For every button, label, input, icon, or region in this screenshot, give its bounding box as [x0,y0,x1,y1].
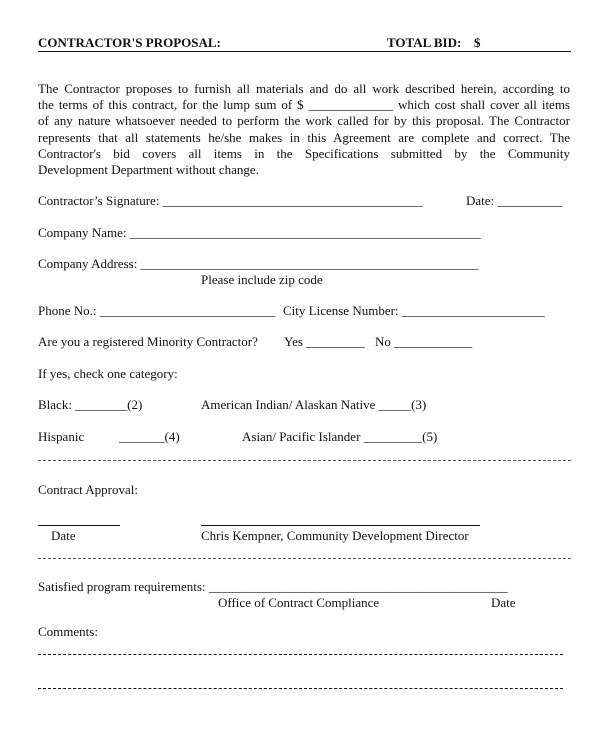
minority-yes-field[interactable]: Yes _________ [284,334,365,349]
approval-date-line[interactable] [38,525,120,526]
header-underline [38,51,571,52]
total-bid-label: TOTAL BID: [387,35,462,50]
comments-label: Comments: [38,624,98,639]
form-title: CONTRACTOR'S PROPOSAL: [38,35,221,50]
category-asian[interactable]: Asian/ Pacific Islander _________(5) [242,429,438,444]
office-compliance-label: Office of Contract Compliance [218,595,380,610]
total-bid-currency: $ [474,35,481,50]
intro-line-5: Contractor's bid covers all items in the Specifications submitted by the Community [38,145,570,161]
city-license-field[interactable]: City License Number: ______________________ [283,303,545,318]
category-question: If yes, check one category: [38,366,178,381]
approval-signature-line[interactable] [201,525,480,526]
comments-line-1[interactable] [38,654,563,655]
office-date-label: Date [491,595,516,610]
intro-line-3: of any nature whatsoever needed to perform the work called for by this proposal. The Contractor [38,113,570,129]
comments-line-2[interactable] [38,688,563,689]
approval-signer: Chris Kempner, Community Development Director [201,528,469,543]
category-hispanic-blank[interactable]: _______(4) [119,429,180,444]
intro-line-1: The Contractor proposes to furnish all materials and do all work described herein, according to [38,81,570,96]
total-bid-input[interactable] [487,36,571,51]
section-divider [38,460,571,461]
approval-heading: Contract Approval: [38,482,139,497]
signature-date-field[interactable]: Date: __________ [466,193,563,208]
intro-line-4: represents that all statements he/she makes in this Agreement are complete and correct. The [38,129,570,145]
minority-no-field[interactable]: No ____________ [375,334,473,349]
minority-question: Are you a registered Minority Contractor? [38,334,258,349]
category-american-indian[interactable]: American Indian/ Alaskan Native _____(3) [201,397,427,412]
satisfied-requirements-field[interactable]: Satisfied program requirements: ______________________________________________ [38,579,508,594]
company-name-field[interactable]: Company Name: ______________________________________________________ [38,225,481,240]
approval-date-label: Date [51,528,76,543]
company-address-field[interactable]: Company Address: ____________________________________________________ [38,256,479,271]
signature-field[interactable]: Contractor’s Signature: ________________________________________ [38,193,423,208]
intro-line-2: the terms of this contract, for the lump sum of $ _____________ which cost shall cover all items [38,97,570,113]
category-black[interactable]: Black: ________(2) [38,397,143,412]
section-divider-2 [38,558,571,559]
intro-line-6: Development Department without change. [38,161,259,177]
category-hispanic-label: Hispanic [38,429,85,444]
zip-code-note: Please include zip code [201,272,323,287]
phone-field[interactable]: Phone No.: ___________________________ [38,303,276,318]
intro-paragraph [38,81,570,178]
